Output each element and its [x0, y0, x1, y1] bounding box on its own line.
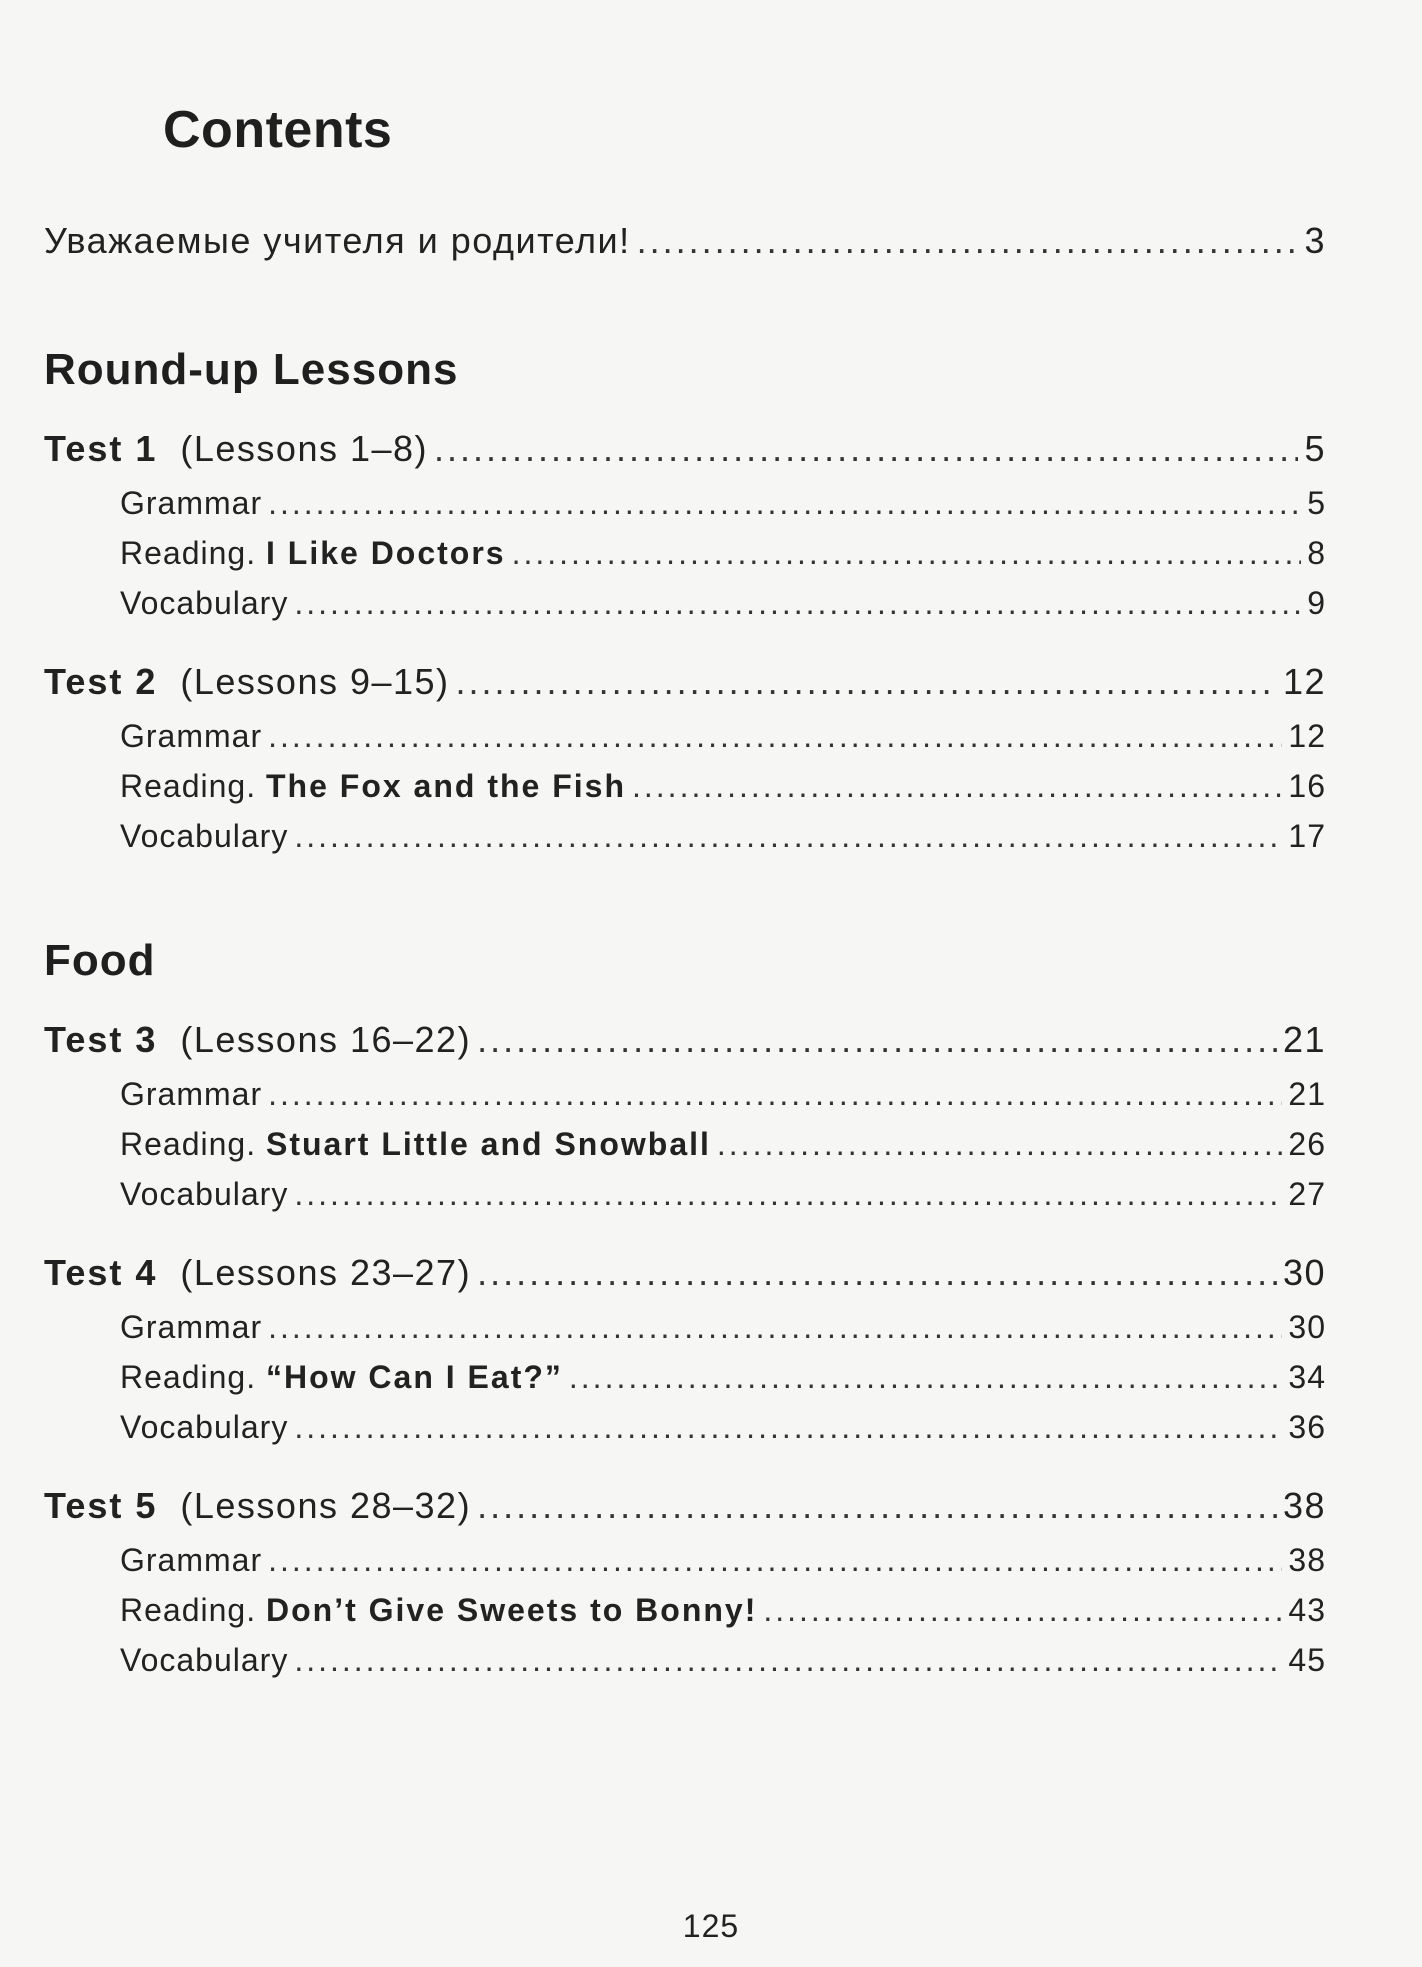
toc-subentry-reading[interactable] [120, 1126, 1326, 1163]
page-title: Contents [163, 101, 393, 159]
toc-page-number: 3 [1304, 220, 1326, 261]
toc-entry-label: Vocabulary [120, 1176, 289, 1212]
dot-leader [477, 1252, 1277, 1294]
reading-title: Don’t Give Sweets to Bonny! [265, 1592, 758, 1628]
test-lessons: (Lessons 23–27) [180, 1252, 472, 1293]
reading-prefix: Reading. [120, 768, 257, 804]
toc-page-number: 36 [1288, 1409, 1326, 1445]
dot-leader [294, 1642, 1282, 1679]
toc-page-number: 12 [1282, 661, 1326, 702]
reading-title: Stuart Little and Snowball [265, 1126, 711, 1162]
toc-entry-test-1[interactable] [44, 428, 1326, 470]
toc-entry-label: Grammar [120, 1542, 263, 1578]
toc-page-number: 30 [1288, 1309, 1326, 1345]
toc-page-number: 12 [1288, 718, 1326, 754]
toc-page-number: 8 [1307, 535, 1326, 571]
dot-leader [512, 535, 1302, 572]
dot-leader [717, 1126, 1283, 1163]
toc-entry-label: Grammar [120, 1076, 263, 1112]
toc-page-number: 45 [1288, 1642, 1326, 1678]
reading-prefix: Reading. [120, 535, 257, 571]
reading-title: “How Can I Eat?” [265, 1359, 563, 1395]
toc-subentry-grammar[interactable] [120, 718, 1326, 755]
toc-page-number: 21 [1288, 1076, 1326, 1112]
toc-subentry-vocabulary[interactable] [120, 1409, 1326, 1446]
dot-leader [477, 1485, 1277, 1527]
toc-page-number: 9 [1307, 585, 1326, 621]
toc-entry-label: Vocabulary [120, 818, 289, 854]
toc-page-number: 38 [1282, 1485, 1326, 1526]
reading-prefix: Reading. [120, 1126, 257, 1162]
toc-entry-test-2[interactable] [44, 661, 1326, 703]
dot-leader [294, 1176, 1282, 1213]
toc-page-number: 16 [1288, 768, 1326, 804]
toc-entry-label: Vocabulary [120, 1409, 289, 1445]
toc-subentry-reading[interactable] [120, 768, 1326, 805]
toc-subentry-vocabulary[interactable] [120, 1642, 1326, 1679]
page-number: 125 [682, 1908, 740, 1944]
toc-page-number: 30 [1282, 1252, 1326, 1293]
dot-leader [268, 485, 1301, 522]
toc-subentry-reading[interactable] [120, 535, 1326, 572]
toc-subentry-vocabulary[interactable] [120, 818, 1326, 855]
dot-leader [569, 1359, 1283, 1396]
reading-title: The Fox and the Fish [265, 768, 626, 804]
toc-subentry-grammar[interactable] [120, 1542, 1326, 1579]
dot-leader [477, 1019, 1277, 1061]
toc-subentry-grammar[interactable] [120, 1076, 1326, 1113]
toc-entry-test-3[interactable] [44, 1019, 1326, 1061]
dot-leader [294, 818, 1282, 855]
toc-subentry-reading[interactable] [120, 1359, 1326, 1396]
toc-subentry-grammar[interactable] [120, 1309, 1326, 1346]
toc-entry-label: Grammar [120, 1309, 263, 1345]
dot-leader [434, 428, 1298, 470]
dot-leader [268, 1309, 1282, 1346]
test-name: Test 4 [44, 1252, 158, 1293]
reading-prefix: Reading. [120, 1592, 257, 1628]
dot-leader [268, 1542, 1282, 1579]
toc-entry-label: Grammar [120, 718, 263, 754]
section-heading-round-up-lessons: Round-up Lessons [44, 345, 459, 394]
toc-page-number: 27 [1288, 1176, 1326, 1212]
dot-leader [632, 768, 1282, 805]
toc-page-number: 38 [1288, 1542, 1326, 1578]
toc-entry-label: Vocabulary [120, 1642, 289, 1678]
toc-subentry-grammar[interactable] [120, 485, 1326, 522]
toc-page-number: 5 [1307, 485, 1326, 521]
test-name: Test 2 [44, 661, 158, 702]
toc-page-number: 34 [1288, 1359, 1326, 1395]
toc-entry-test-5[interactable] [44, 1485, 1326, 1527]
reading-prefix: Reading. [120, 1359, 257, 1395]
toc-entry-intro[interactable] [44, 220, 1326, 262]
toc-entry-test-4[interactable] [44, 1252, 1326, 1294]
toc-page-number: 43 [1288, 1592, 1326, 1628]
toc-subentry-vocabulary[interactable] [120, 585, 1326, 622]
toc-entry-label: Уважаемые учителя и родители! [44, 220, 631, 261]
reading-title: I Like Doctors [265, 535, 506, 571]
toc-page-number: 26 [1288, 1126, 1326, 1162]
test-name: Test 5 [44, 1485, 158, 1526]
dot-leader [763, 1592, 1282, 1629]
test-lessons: (Lessons 16–22) [180, 1019, 472, 1060]
dot-leader [637, 220, 1299, 262]
toc-entry-label: Vocabulary [120, 585, 289, 621]
toc-page-number: 17 [1288, 818, 1326, 854]
dot-leader [294, 585, 1301, 622]
test-name: Test 3 [44, 1019, 158, 1060]
toc-subentry-vocabulary[interactable] [120, 1176, 1326, 1213]
dot-leader [268, 718, 1282, 755]
dot-leader [294, 1409, 1282, 1446]
dot-leader [456, 661, 1277, 703]
toc-subentry-reading[interactable] [120, 1592, 1326, 1629]
dot-leader [268, 1076, 1282, 1113]
test-lessons: (Lessons 9–15) [180, 661, 450, 702]
toc-page-number: 5 [1304, 428, 1326, 469]
test-lessons: (Lessons 1–8) [180, 428, 429, 469]
test-lessons: (Lessons 28–32) [180, 1485, 472, 1526]
toc-entry-label: Grammar [120, 485, 263, 521]
toc-page-number: 21 [1282, 1019, 1326, 1060]
section-heading-food: Food [44, 936, 156, 985]
test-name: Test 1 [44, 428, 158, 469]
